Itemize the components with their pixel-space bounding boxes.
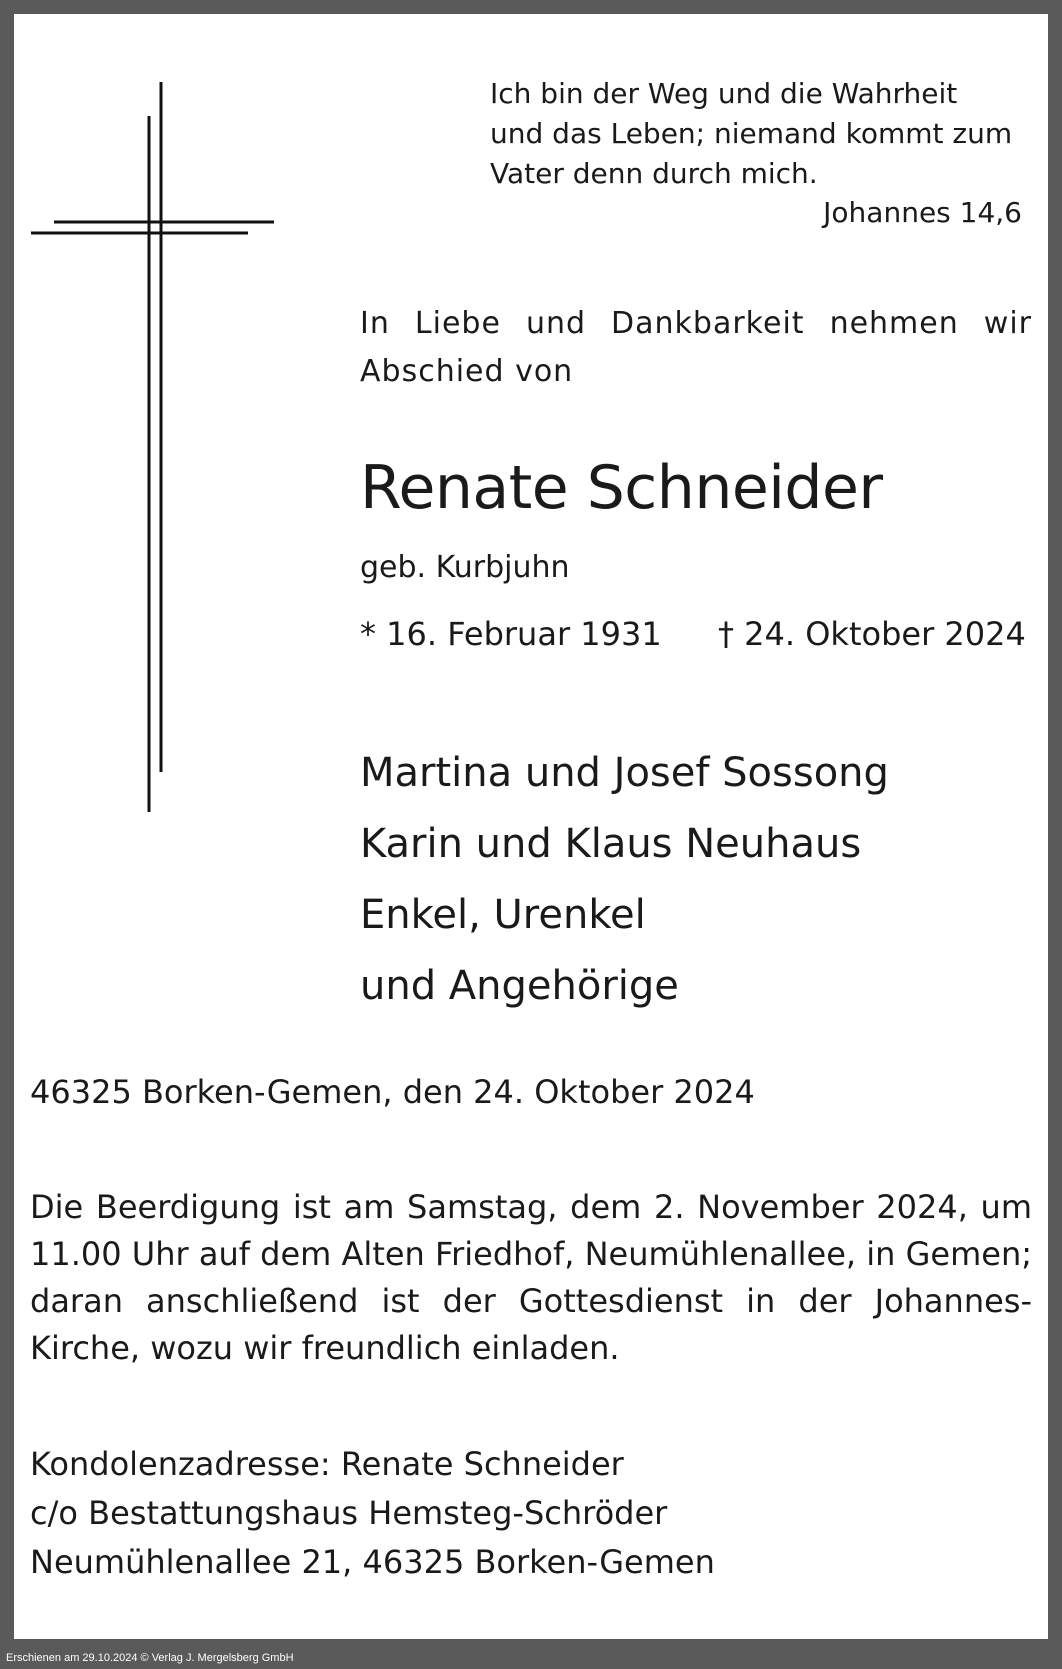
place-date: 46325 Borken-Gemen, den 24. Oktober 2024 <box>30 1073 755 1111</box>
address-line: Kondolenzadresse: Renate Schneider <box>30 1445 624 1483</box>
intro-text: In Liebe und Dankbarkeit nehmen wir Abschied von <box>360 306 1032 389</box>
birth-date: * 16. Februar 1931 <box>360 615 662 653</box>
cross-icon <box>0 0 300 830</box>
verse-reference: Johannes 14,6 <box>823 196 1022 229</box>
address-line: c/o Bestattungshaus Hemsteg-Schröder <box>30 1494 668 1532</box>
family-member: Martina und Josef Sossong <box>360 750 889 796</box>
family-member: Enkel, Urenkel <box>360 892 646 938</box>
deceased-name: Renate Schneider <box>360 453 883 523</box>
family-member: Karin und Klaus Neuhaus <box>360 821 862 867</box>
verse-line: Ich bin der Weg und die Wahrheit <box>490 77 958 110</box>
address-line: Neumühlenallee 21, 46325 Borken-Gemen <box>30 1543 715 1581</box>
verse-line: Vater denn durch mich. <box>490 157 818 190</box>
page-border-right <box>1048 0 1062 1669</box>
bible-verse <box>490 74 1030 194</box>
funeral-notice: Die Beerdigung ist am Samstag, dem 2. November 2024, um 11.00 Uhr auf dem Alten Friedhof, Neumühlenallee, in Gemen; daran anschließend ist der Gottesdienst in der Johannes-Kirche, wozu wir freundlich einladen. <box>30 1188 1032 1367</box>
condolence-address <box>30 1440 715 1587</box>
family-member: und Angehörige <box>360 963 679 1009</box>
maiden-name: geb. Kurbjuhn <box>360 550 570 585</box>
publication-footer: Erschienen am 29.10.2024 © Verlag J. Mergelsberg GmbH <box>6 1652 294 1664</box>
verse-line: und das Leben; niemand kommt zum <box>490 117 1013 150</box>
death-date: † 24. Oktober 2024 <box>718 615 1026 653</box>
family-list <box>360 738 889 1022</box>
